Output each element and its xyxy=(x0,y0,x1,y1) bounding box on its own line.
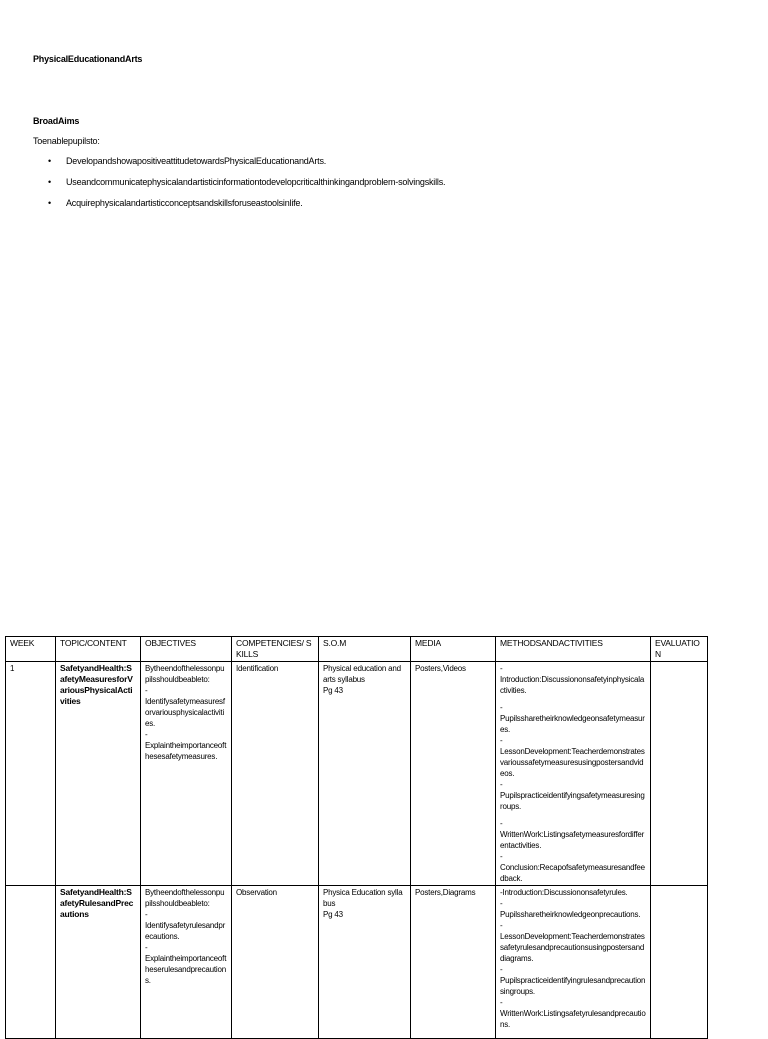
document-title: PhysicalEducationandArts xyxy=(33,54,143,64)
method-line: Pupilspracticeidentifyingsafetymeasuresingroups. xyxy=(500,791,645,811)
objective-line: Identifysafetymeasuresforvariousphysicalactivities. xyxy=(145,697,225,728)
header-media: MEDIA xyxy=(411,637,496,662)
method-line: - xyxy=(500,703,503,712)
objective-line: - xyxy=(145,910,148,919)
cell-evaluation xyxy=(651,886,708,1039)
aim-item: • Acquirephysicalandartisticconceptsandskillsforuseastoolsinlife. xyxy=(48,198,445,219)
method-line: Introduction:Discussiononsafetyinphysicalactivities. xyxy=(500,675,645,695)
cell-methods xyxy=(496,662,651,886)
header-objectives: OBJECTIVES xyxy=(141,637,232,662)
method-line: - xyxy=(500,965,503,974)
cell-competencies: Observation xyxy=(232,886,319,1039)
cell-objectives xyxy=(141,886,232,1039)
objective-line: Explaintheimportanceofthesesafetymeasures. xyxy=(145,741,227,761)
cell-week xyxy=(6,886,56,1039)
header-methods: METHODSANDACTIVITIES xyxy=(496,637,651,662)
aims-heading: BroadAims xyxy=(33,116,80,126)
cell-media: Posters,Videos xyxy=(411,662,496,886)
aim-item: • Useandcommunicatephysicalandartisticinformationtodevelopcriticalthinkingandproblem-solvingskills. xyxy=(48,177,445,198)
table-header-row xyxy=(6,637,708,662)
method-line: Pupilspracticeidentifyingrulesandprecautionsingroups. xyxy=(500,976,646,996)
method-line: - xyxy=(500,921,503,930)
header-topic: TOPIC/CONTENT xyxy=(56,637,141,662)
cell-som xyxy=(319,886,411,1039)
method-line: Pupilssharetheirknowledgeonsafetymeasures. xyxy=(500,714,645,734)
method-line: - xyxy=(500,899,503,908)
objective-line: - xyxy=(145,943,148,952)
header-evaluation: EVALUATION xyxy=(651,637,708,662)
som-line: Physica Education syllabus xyxy=(323,888,403,908)
header-week: WEEK xyxy=(6,637,56,662)
header-competencies: COMPETENCIES/ SKILLS xyxy=(232,637,319,662)
method-line: - xyxy=(500,664,503,673)
som-line: Pg 43 xyxy=(323,910,343,919)
method-line: WrittenWork:Listingsafetyrulesandprecautions. xyxy=(500,1009,646,1029)
cell-topic: SafetyandHealth:SafetyRulesandPrecautions xyxy=(56,886,141,1039)
som-line: Pg 43 xyxy=(323,686,343,695)
method-line: Pupilssharetheirknowledgeonprecautions. xyxy=(500,910,641,919)
cell-evaluation xyxy=(651,662,708,886)
header-som: S.O.M xyxy=(319,637,411,662)
cell-topic: SafetyandHealth:SafetyMeasuresforVariousPhysicalActivities xyxy=(56,662,141,886)
objective-line: Bytheendofthelessonpupilsshouldbeableto: xyxy=(145,664,225,684)
cell-objectives xyxy=(141,662,232,886)
cell-methods xyxy=(496,886,651,1039)
objective-line: - xyxy=(145,730,148,739)
objective-line: Bytheendofthelessonpupilsshouldbeableto: xyxy=(145,888,225,908)
aim-item: • DevelopandshowapositiveattitudetowardsPhysicalEducationandArts. xyxy=(48,156,445,177)
method-line: LessonDevelopment:Teacherdemonstratessafetyrulesandprecautionsusingpostersanddiagrams. xyxy=(500,932,645,963)
table-row xyxy=(6,886,708,1039)
method-line: -Introduction:Discussiononsafetyrules. xyxy=(500,888,628,897)
cell-media: Posters,Diagrams xyxy=(411,886,496,1039)
aims-intro: Toenablepupilsto: xyxy=(33,136,100,146)
cell-week: 1 xyxy=(6,662,56,886)
objective-line: Identifysafetyrulesandprecautions. xyxy=(145,921,226,941)
method-line: - xyxy=(500,998,503,1007)
som-line: Physical education and arts syllabus xyxy=(323,664,401,684)
method-line: Conclusion:Recapofsafetymeasuresandfeedback. xyxy=(500,863,645,883)
scheme-of-work-table xyxy=(5,636,708,1039)
aims-list xyxy=(48,156,445,219)
cell-som xyxy=(319,662,411,886)
method-line: LessonDevelopment:Teacherdemonstratesvarioussafetymeasuresusingpostersandvideos. xyxy=(500,747,645,778)
objective-line: Explaintheimportanceoftheserulesandprecautions. xyxy=(145,954,227,985)
method-line: - xyxy=(500,852,503,861)
method-line: - xyxy=(500,736,503,745)
objective-line: - xyxy=(145,686,148,695)
method-line: WrittenWork:Listingsafetymeasuresfordifferentactivities. xyxy=(500,830,645,850)
cell-competencies: Identification xyxy=(232,662,319,886)
table-row xyxy=(6,662,708,886)
method-line: - xyxy=(500,780,503,789)
method-line: - xyxy=(500,819,503,828)
